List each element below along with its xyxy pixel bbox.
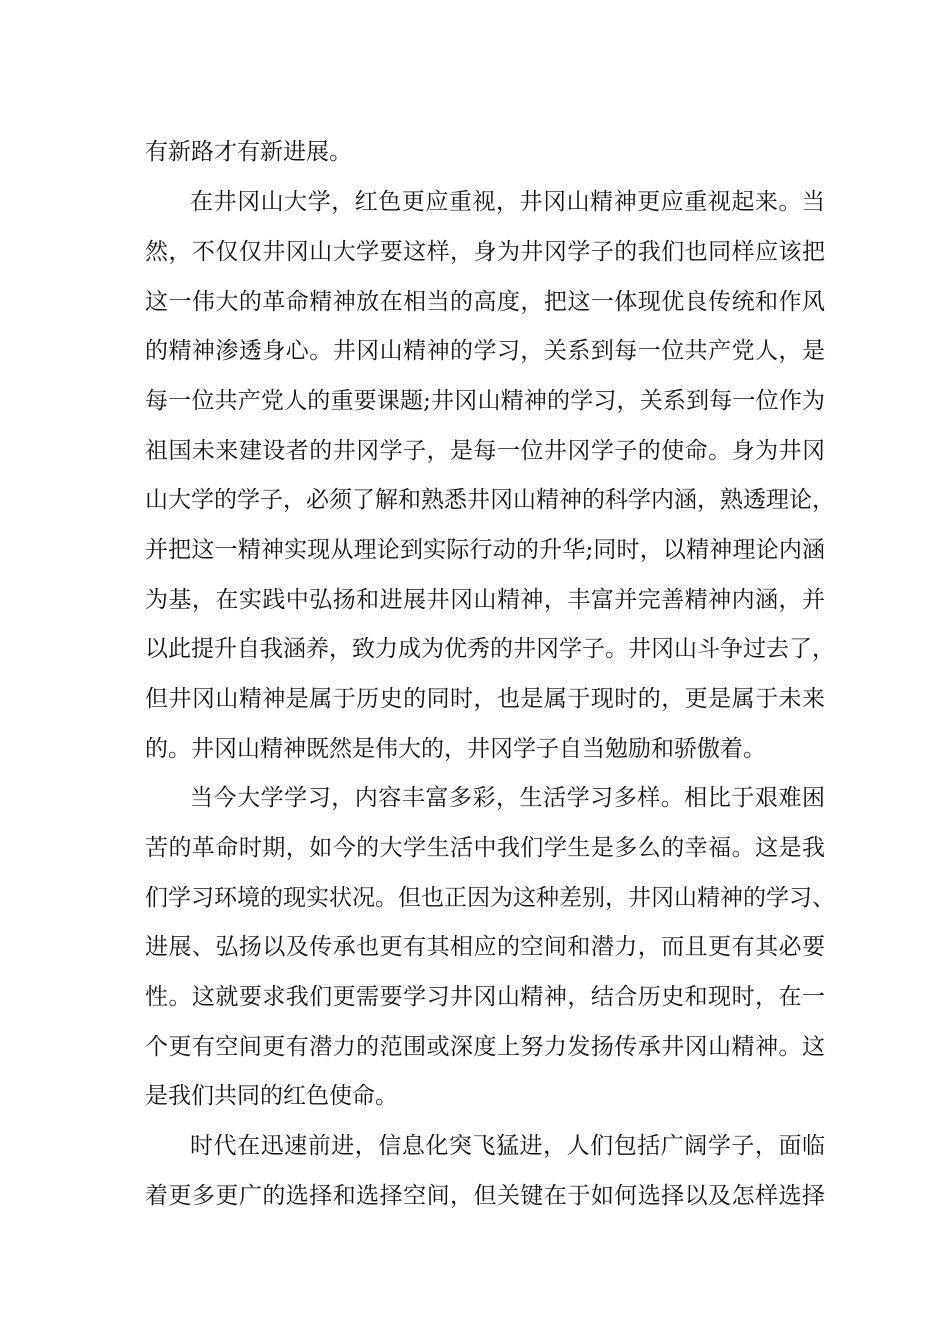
text-line: 们学习环境的现实状况。但也正因为这种差别，井冈山精神的学习、 bbox=[145, 885, 835, 911]
text-line: 山大学的学子，必须了解和熟悉井冈山精神的科学内涵，熟透理论， bbox=[145, 487, 835, 513]
text-line: 性。这就要求我们更需要学习井冈山精神，结合历史和现时，在一 bbox=[145, 984, 825, 1010]
text-line: 并把这一精神实现从理论到实际行动的升华;同时，以精神理论内涵 bbox=[145, 537, 825, 563]
text-line: 苦的革命时期，如今的大学生活中我们学生是多么的幸福。这是我 bbox=[145, 835, 825, 861]
text-line: 以此提升自我涵养，致力成为优秀的井冈学子。井冈山斗争过去了， bbox=[145, 636, 835, 662]
text-line: 着更多更广的选择和选择空间，但关键在于如何选择以及怎样选择 bbox=[145, 1183, 825, 1209]
text-line: 的精神渗透身心。井冈山精神的学习，关系到每一位共产党人，是 bbox=[145, 338, 825, 364]
text-line: 个更有空间更有潜力的范围或深度上努力发扬传承井冈山精神。这 bbox=[145, 1034, 825, 1060]
text-line: 是我们共同的红色使命。 bbox=[145, 1083, 398, 1109]
text-line: 每一位共产党人的重要课题;井冈山精神的学习，关系到每一位作为 bbox=[145, 388, 825, 414]
text-line: 的。井冈山精神既然是伟大的，井冈学子自当勉励和骄傲着。 bbox=[145, 736, 766, 762]
text-line: 有新路才有新进展。 bbox=[145, 139, 352, 165]
text-line: 这一伟大的革命精神放在相当的高度，把这一体现优良传统和作风 bbox=[145, 289, 825, 315]
text-line: 然，不仅仅井冈山大学要这样，身为井冈学子的我们也同样应该把 bbox=[145, 239, 825, 265]
text-line: 进展、弘扬以及传承也更有其相应的空间和潜力，而且更有其必要 bbox=[145, 934, 825, 960]
paragraph-first-line: 当今大学学习，内容丰富多彩，生活学习多样。相比于艰难困 bbox=[190, 785, 825, 811]
text-line: 但井冈山精神是属于历史的同时，也是属于现时的，更是属于未来 bbox=[145, 686, 825, 712]
paragraph-first-line: 时代在迅速前进，信息化突飞猛进，人们包括广阔学子，面临 bbox=[190, 1133, 825, 1159]
text-line: 为基，在实践中弘扬和进展井冈山精神，丰富并完善精神内涵，并 bbox=[145, 587, 825, 613]
text-line: 祖国未来建设者的井冈学子，是每一位井冈学子的使命。身为井冈 bbox=[145, 438, 825, 464]
paragraph-first-line: 在井冈山大学，红色更应重视，井冈山精神更应重视起来。当 bbox=[190, 189, 825, 215]
